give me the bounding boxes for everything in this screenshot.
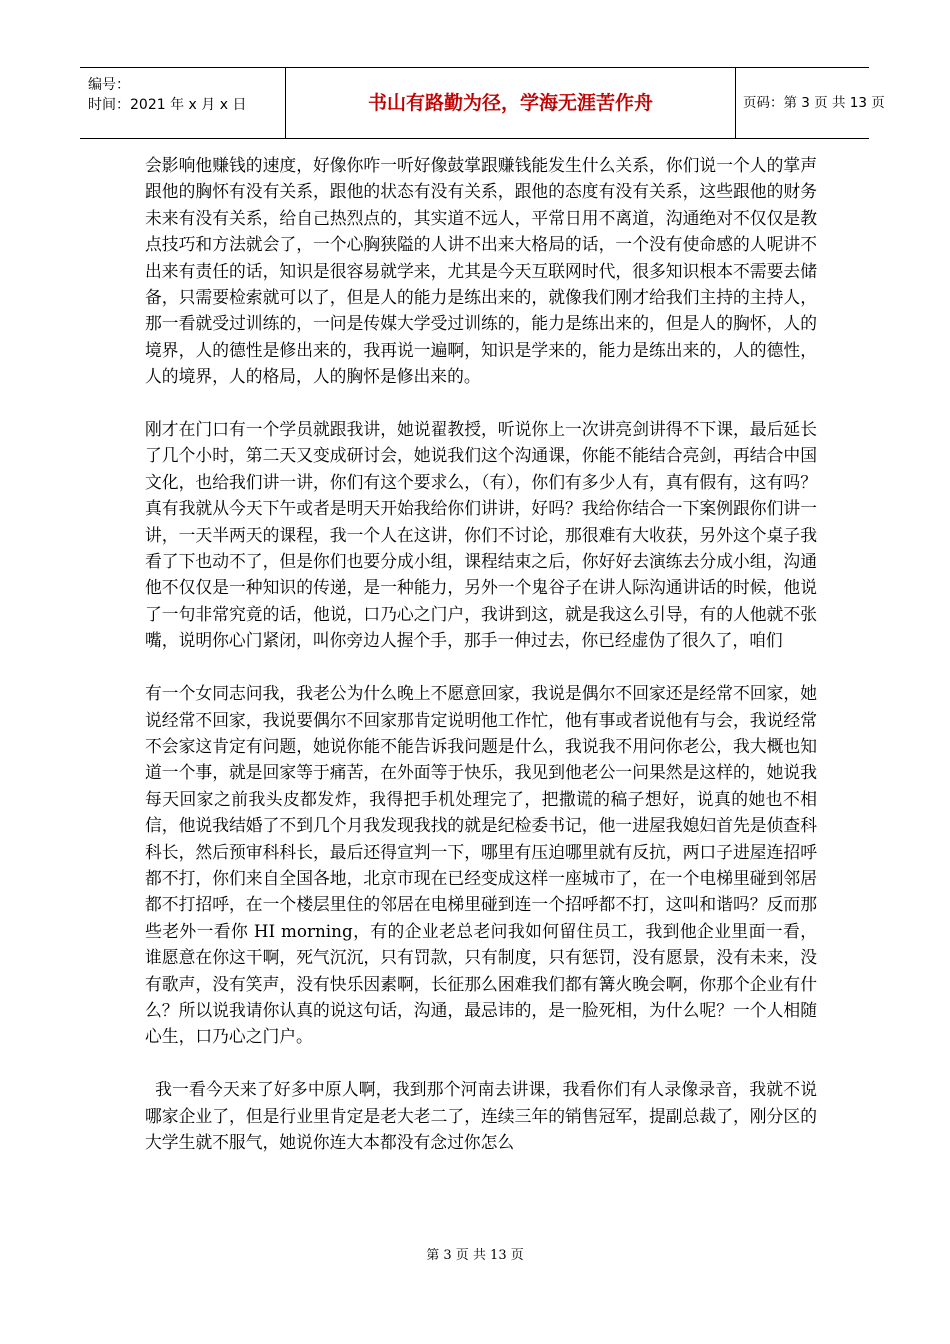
document-code-label: 编号： bbox=[88, 77, 130, 93]
body-paragraph-3: 有一个女同志问我，我老公为什么晚上不愿意回家，我说是偶尔不回家还是经常不回家，她说经常不回家，我说要偶尔不回家那肯定说明他工作忙，他有事或者说他有与会，我说经常不会家这肯定有问题，她说你能不能告诉我问题是什么，我说我不用问你老公，我大概也知道一个事，就是回家等于痛苦，在外面等于快乐，我见到他老公一问果然是这样的，她说我每天回家之前我头皮都发炸，我得把手机处理完了，把撒谎的稿子想好，说真的她也不相信，他说我结婚了不到几个月我发现我找的就是纪检委书记，他一进屋我媳妇首先是侦查科科长，然后预审科科长，最后还得宣判一下，哪里有压迫哪里就有反抗，两口子进屋连招呼都不打，你们来自全国各地，北京市现在已经变成这样一座城市了，在一个电梯里碰到邻居都不打招呼，在一个楼层里住的邻居在电梯里碰到连一个招呼都不打，这叫和谐吗？反而那些老外一看你 HI morning，有的企业老总老问我如何留住员工，我到他企业里面一看，谁愿意在你这干啊，死气沉沉，只有罚款，只有制度，只有惩罚，没有愿景，没有未来，没有歌声，没有笑声，没有快乐因素啊，长征那么困难我们都有篝火晚会啊，你那个企业有什么？所以说我请你认真的说这句话，沟通，最忌讳的，是一脸死相，为什么呢？一个人相随心生，口乃心之门户。 bbox=[145, 683, 817, 1047]
paragraph-spacer bbox=[145, 654, 817, 680]
header-motto: 书山有路勤为径，学海无涯苦作舟 bbox=[367, 92, 653, 114]
document-body bbox=[145, 152, 817, 1155]
header-motto-cell bbox=[285, 68, 736, 138]
header-page-info: 页码：第 3 页 共 13 页 bbox=[743, 95, 885, 111]
paragraph-spacer bbox=[145, 390, 817, 416]
paragraph-spacer bbox=[145, 1050, 817, 1076]
body-paragraph-4: 我一看今天来了好多中原人啊，我到那个河南去讲课，我看你们有人录像录音，我就不说哪家企业了，但是行业里肯定是老大老二了，连续三年的销售冠军，提副总裁了，刚分区的大学生就不服气，她说你连大本都没有念过你怎么 bbox=[145, 1079, 817, 1152]
header-meta-cell bbox=[80, 68, 285, 138]
header-page-cell bbox=[735, 68, 885, 138]
body-paragraph-2: 刚才在门口有一个学员就跟我讲，她说翟教授，听说你上一次讲亮剑讲得不下课，最后延长了几个小时，第二天又变成研讨会，她说我们这个沟通课，你能不能结合亮剑，再结合中国文化，也给我们讲一讲，你们有这个要求么，（有），你们有多少人有，真有假有，这有吗？真有我就从今天下午或者是明天开始我给你们讲讲，好吗？我给你结合一下案例跟你们讲一讲，一天半两天的课程，我一个人在这讲，你们不讨论，那很难有大收获，另外这个桌子我看了下也动不了，但是你们也要分成小组，课程结束之后，你好好去演练去分成小组，沟通他不仅仅是一种知识的传递，是一种能力，另外一个鬼谷子在讲人际沟通讲话的时候，他说了一句非常究竟的话，他说，口乃心之门户，我讲到这，就是我这么引导，有的人他就不张嘴，说明你心门紧闭，叫你旁边人握个手，那手一伸过去，你已经虚伪了很久了，咱们 bbox=[145, 419, 817, 651]
body-paragraph-1: 会影响他赚钱的速度，好像你咋一听好像鼓掌跟赚钱能发生什么关系，你们说一个人的掌声跟他的胸怀有没有关系，跟他的状态有没有关系，跟他的态度有没有关系，这些跟他的财务未来有没有关系，给自己热烈点的，其实道不远人，平常日用不离道，沟通绝对不仅仅是教点技巧和方法就会了，一个心胸狭隘的人讲不出来大格局的话，一个没有使命感的人呢讲不出来有责任的话，知识是很容易就学来，尤其是今天互联网时代，很多知识根本不需要去储备，只需要检索就可以了，但是人的能力是练出来的，就像我们刚才给我们主持的主持人，那一看就受过训练的，一问是传媒大学受过训练的，能力是练出来的，但是人的胸怀，人的境界，人的德性是修出来的，我再说一遍啊，知识是学来的，能力是练出来的，人的德性，人的境界，人的格局，人的胸怀是修出来的。 bbox=[145, 155, 817, 387]
document-time-label: 时间：2021 年 x 月 x 日 bbox=[88, 97, 247, 113]
page-header bbox=[80, 67, 885, 139]
page-footer: 第 3 页 共 13 页 bbox=[426, 1248, 524, 1263]
